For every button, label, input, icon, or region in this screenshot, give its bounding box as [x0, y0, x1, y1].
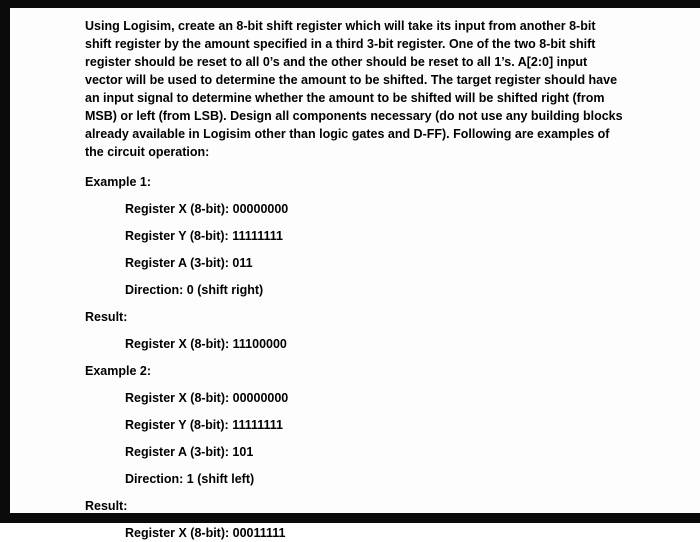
result-2-heading: Result: — [85, 499, 128, 513]
example-1-register-x-line: Register X (8-bit): 00000000 — [125, 202, 289, 216]
result-1-register-x-line: Register X (8-bit): 11100000 — [125, 337, 287, 351]
example-1-register-a-line: Register A (3-bit): 011 — [125, 256, 253, 270]
result-1-heading: Result: — [85, 310, 128, 324]
document-content — [10, 8, 700, 540]
assignment-instructions-paragraph: Using Logisim, create an 8-bit shift register which will take its input from another 8-bit shift register by the amount specified in a third 3-bit register. One of the two 8-bit shift register should be reset to all 0’s and the other should be reset to all 1’s. A[2:0] input vector will be used to determine the amount to be shifted. The target register should have an input signal to determine whether the amount to be shifted will be shifted right (from MSB) or left (from LSB). Design all components necessary (do not use any building blocks already available in Logisim other than logic gates and D-FF). Following are examples of the circuit operation: — [85, 19, 623, 159]
example-2-direction-line: Direction: 1 (shift left) — [125, 472, 255, 486]
top-black-bar — [0, 0, 700, 8]
example-2-register-x-line: Register X (8-bit): 00000000 — [125, 391, 289, 405]
example-1-register-y-line: Register Y (8-bit): 11111111 — [125, 229, 283, 243]
example-2-heading: Example 2: — [85, 364, 152, 378]
left-black-bar — [0, 0, 10, 523]
result-2-register-x-line: Register X (8-bit): 00011111 — [125, 526, 286, 540]
example-2-register-a-line: Register A (3-bit): 101 — [125, 445, 254, 459]
example-1-heading: Example 1: — [85, 175, 152, 189]
example-2-register-y-line: Register Y (8-bit): 11111111 — [125, 418, 283, 432]
example-1-direction-line: Direction: 0 (shift right) — [125, 283, 264, 297]
